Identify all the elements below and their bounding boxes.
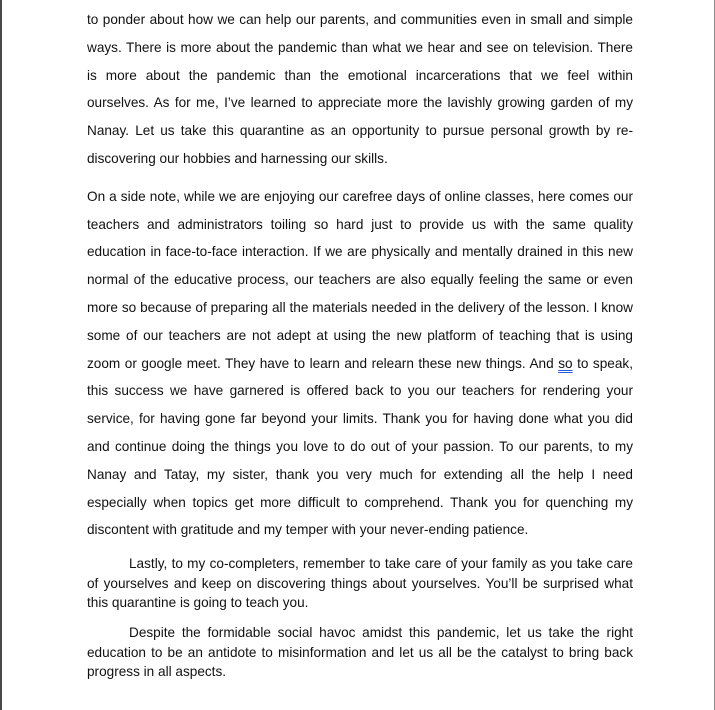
paragraph-closing[interactable]: Despite the formidable social havoc amidst this pandemic, let us take the right education to be an antidote to misinformation and let us all be the catalyst to bring back progress in all aspects. [87,624,633,680]
paragraph-text-after-mark: to speak, this success we have garnered is offered back to you our teachers for rendering your service, for having gone far beyond your limits. Thank you for having done what you did and continue doing the things you love to do out of your passion. To our parents, to my Nanay and Tatay, my sister, thank you very much for extending all the help I need especially when topics get more difficult to comprehend. Thank you for quenching my discontent with gratitude and my temper with your never-ending patience. [87,355,633,538]
paragraph-co-completers[interactable]: Lastly, to my co-completers, remember to take care of your family as you take care of yourselves and keep on discovering things about yourselves. You’ll be surprised what this quarantine is going to teach you. [87,556,633,611]
paragraph-text-before-mark: On a side note, while we are enjoying our carefree days of online classes, here comes our teachers and administrators toiling so hard just to provide us with the same quality education in face-to-face interaction. If we are physically and mentally drained in this new normal of the educative process, our teachers are also equally feeling the same or even more so because of preparing all the materials needed in the delivery of the lesson. I know some of our teachers are not adept at using the new platform of teaching that is using zoom or google meet. They have to learn and relearn these new things. And [87,188,633,371]
paragraph-pandemic-reflection[interactable]: to ponder about how we can help our parents, and communities even in small and simple ways. There is more about the pandemic than what we hear and see on television. There is more about the pandemic than the emotional incarcerations that we feel within ourselves. As for me, I’ve learned to appreciate more the lavishly growing garden of my Nanay. Let us take this quarantine as an opportunity to pursue personal growth by re-discovering our hobbies and harnessing our skills. [87,12,633,166]
paragraph-teachers-gratitude[interactable] [87,183,633,544]
grammar-suggestion-underline[interactable]: so [558,355,573,371]
document-body[interactable] [87,6,633,682]
